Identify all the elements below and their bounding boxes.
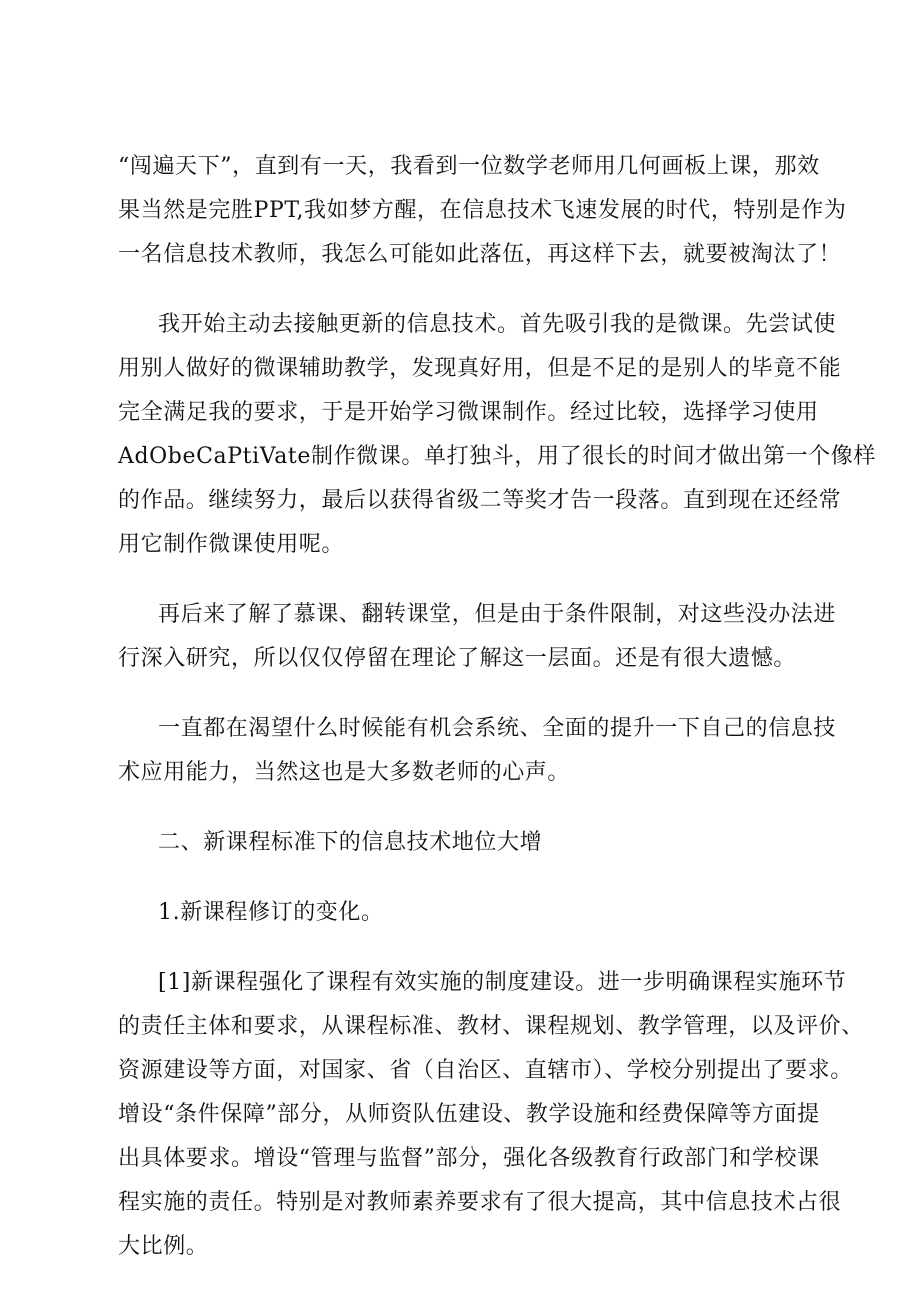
section-heading xyxy=(118,821,828,865)
text-line: 程实施的责任。特别是对教师素养要求有了很大提高，其中信息技术占很 xyxy=(118,1190,842,1215)
text-line: 我开始主动去接触更新的信息技术。首先吸引我的是微课。先尝试使 xyxy=(158,312,837,337)
text-line: 大比例。 xyxy=(118,1234,209,1259)
text-line: 用别人做好的微课辅助教学，发现真好用，但是不足的是别人的毕竟不能 xyxy=(118,356,842,381)
heading-text: 二、新课程标准下的信息技术地位大增 xyxy=(158,830,543,855)
paragraph-5 xyxy=(118,961,864,1269)
text-line: 出具体要求。增设“管理与监督”部分，强化各级教育行政部门和学校课 xyxy=(118,1146,820,1171)
text-line: 术应用能力，当然这也是大多数老师的心声。 xyxy=(118,760,571,785)
text-line: AdObeCaPtiVate制作微课。单打独斗，用了很长的时间才做出第一个像样 xyxy=(118,444,876,469)
text-line: 增设“条件保障”部分，从师资队伍建设、教学设施和经费保障等方面提 xyxy=(118,1102,820,1127)
subsection-heading xyxy=(118,891,828,935)
document-body xyxy=(118,145,876,1295)
text-line: 的责任主体和要求，从课程标准、教材、课程规划、教学管理，以及评价、 xyxy=(118,1014,864,1039)
text-line: 的作品。继续努力，最后以获得省级二等奖才告一段落。直到现在还经常 xyxy=(118,488,842,513)
text-line: 完全满足我的要求，于是开始学习微课制作。经过比较，选择学习使用 xyxy=(118,400,819,425)
text-line: 再后来了解了慕课、翻转课堂，但是由于条件限制，对这些没办法进 xyxy=(158,602,837,627)
text-line: 果当然是完胜PPT,我如梦方醒，在信息技术飞速发展的时代，特别是作为 xyxy=(118,198,847,223)
text-line: [1]新课程强化了课程有效实施的制度建设。进一步明确课程实施环节 xyxy=(158,970,847,995)
paragraph-1 xyxy=(118,145,847,277)
text-line: “闯遍天下”，直到有一天，我看到一位数学老师用几何画板上课，那效 xyxy=(118,154,820,179)
text-line: 一直都在渴望什么时候能有机会系统、全面的提升一下自己的信息技 xyxy=(158,716,837,741)
text-line: 资源建设等方面，对国家、省（自治区、直辖市）、学校分别提出了要求。 xyxy=(118,1058,853,1083)
text-line: 用它制作微课使用呢。 xyxy=(118,532,345,557)
text-line: 一名信息技术教师，我怎么可能如此落伍，再这样下去，就要被淘汰了！ xyxy=(118,242,842,267)
text-line: 行深入研究，所以仅仅停留在理论了解这一层面。还是有很大遗憾。 xyxy=(118,646,797,671)
heading-text: 1.新课程修订的变化。 xyxy=(158,900,384,925)
paragraph-4 xyxy=(118,707,837,795)
paragraph-2 xyxy=(118,303,876,567)
paragraph-3 xyxy=(118,593,837,681)
